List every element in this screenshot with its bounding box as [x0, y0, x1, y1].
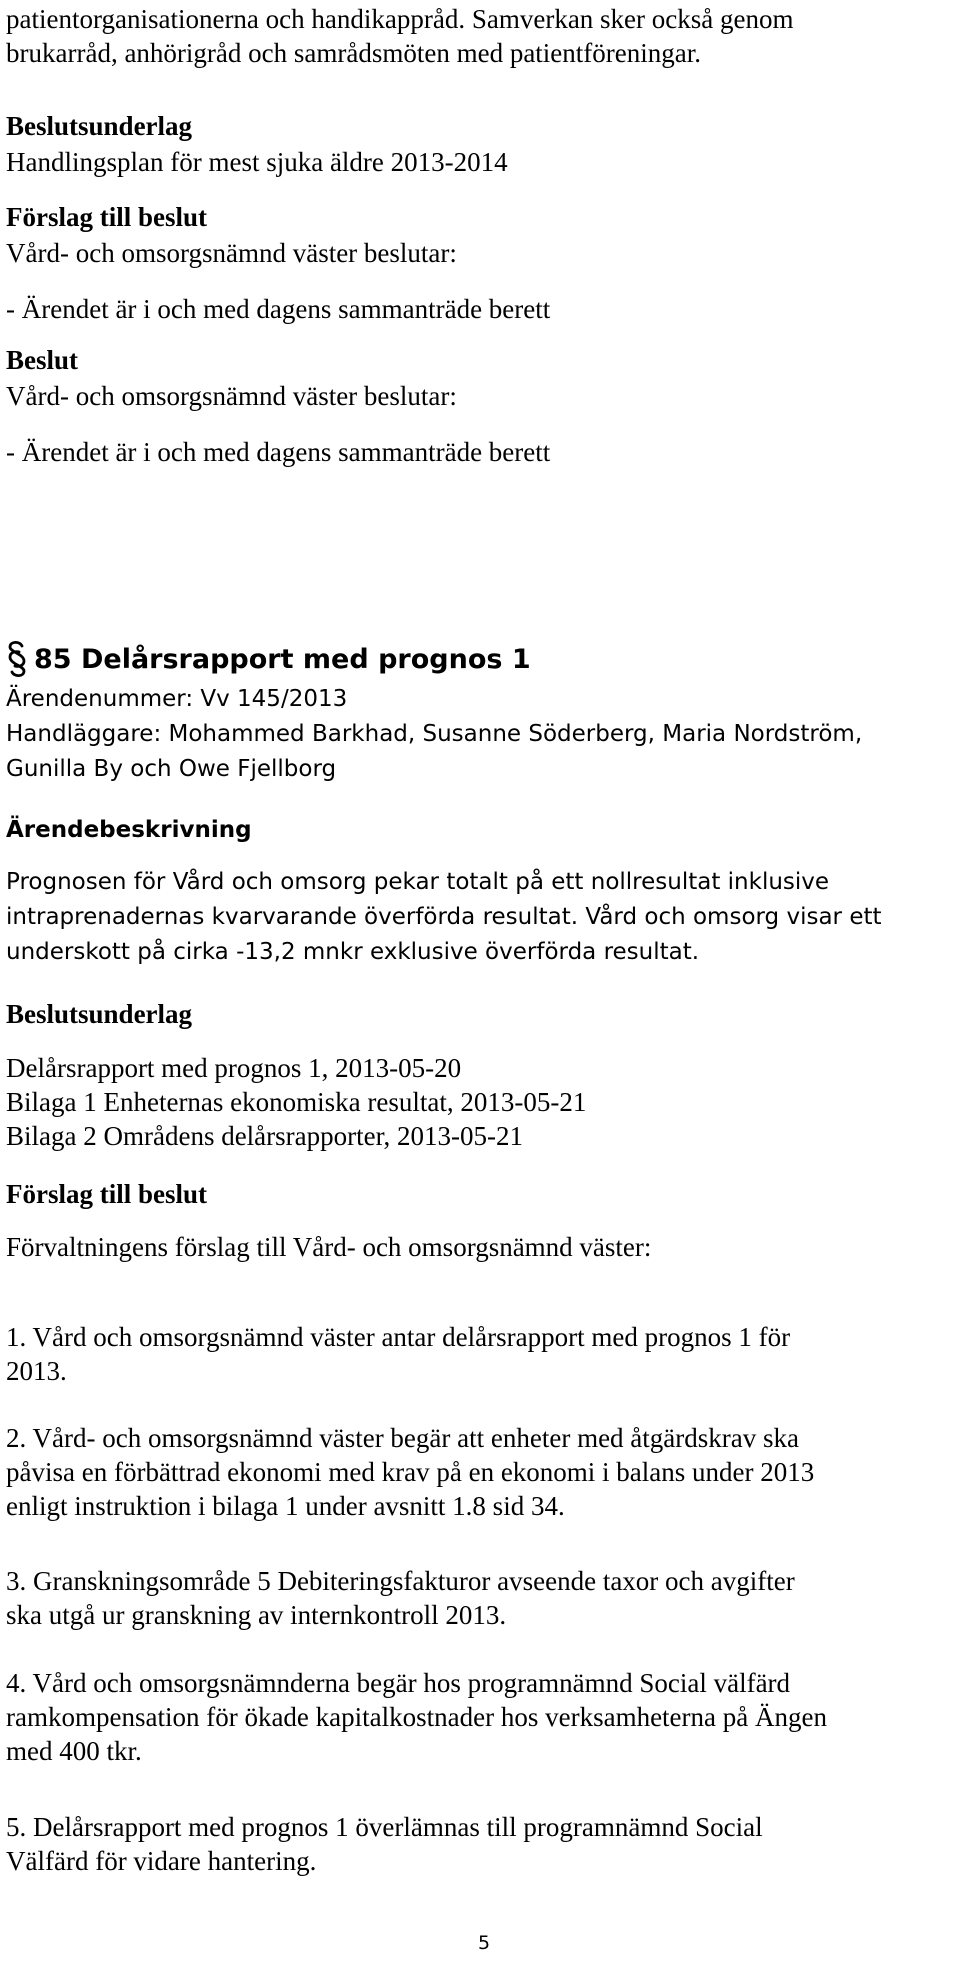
forslag-point: - Ärendet är i och med dagens sammanträde berett — [6, 294, 551, 324]
forslag-intro-85: Förvaltningens förslag till Vård- och omsorgsnämnd väster: — [6, 1232, 652, 1262]
paragraph-line: underskott på cirka -13,2 mnkr exklusive överförda resultat. — [6, 939, 700, 965]
point-line: med 400 tkr. — [6, 1736, 142, 1766]
handlaggare — [6, 717, 862, 787]
point-line: enligt instruktion i bilaga 1 under avsnitt 1.8 sid 34. — [6, 1491, 565, 1521]
point-line: 4. Vård och omsorgsnämnderna begär hos programnämnd Social välfärd — [6, 1668, 791, 1698]
list-item: Bilaga 1 Enheternas ekonomiska resultat, 2013-05-21 — [6, 1087, 587, 1117]
point-line: ramkompensation för ökade kapitalkostnader hos verksamheterna på Ängen — [6, 1702, 827, 1732]
handlaggare-line: Handläggare: Mohammed Barkhad, Susanne Söderberg, Maria Nordström, — [6, 721, 863, 747]
beslut-intro: Vård- och omsorgsnämnd väster beslutar: — [6, 381, 457, 411]
beslutsunderlag-text: Handlingsplan för mest sjuka äldre 2013-2014 — [6, 147, 508, 177]
arendenummer: Ärendenummer: Vv 145/2013 — [6, 686, 348, 712]
point-line: ska utgå ur granskning av internkontroll 2013. — [6, 1600, 507, 1630]
paragraph-line: Prognosen för Vård och omsorg pekar totalt på ett nollresultat inklusive — [6, 869, 830, 895]
intro-paragraph — [6, 2, 794, 70]
page-number: 5 — [478, 1932, 491, 1954]
forslag-heading-85: Förslag till beslut — [6, 1179, 207, 1209]
arendebeskrivning-heading: Ärendebeskrivning — [6, 817, 252, 843]
point-line: Välfärd för vidare hantering. — [6, 1846, 317, 1876]
paragraph-line: brukarråd, anhörigråd och samrådsmöten med patientföreningar. — [6, 38, 701, 68]
paragraph-line: intraprenadernas kvarvarande överförda resultat. Vård och omsorg visar ett — [6, 904, 882, 930]
point-line: 1. Vård och omsorgsnämnd väster antar delårsrapport med prognos 1 för — [6, 1322, 791, 1352]
beslut-heading: Beslut — [6, 345, 79, 375]
handlaggare-line: Gunilla By och Owe Fjellborg — [6, 756, 337, 782]
point-line: 5. Delårsrapport med prognos 1 överlämnas till programnämnd Social — [6, 1812, 763, 1842]
list-item: Bilaga 2 Områdens delårsrapporter, 2013-05-21 — [6, 1121, 524, 1151]
decision-point-4 — [6, 1666, 827, 1768]
list-item: Delårsrapport med prognos 1, 2013-05-20 — [6, 1053, 462, 1083]
point-line: 2013. — [6, 1356, 67, 1386]
arendebeskrivning-text — [6, 865, 882, 970]
item-heading — [6, 639, 531, 679]
point-line: 2. Vård- och omsorgsnämnd väster begär att enheter med åtgärdskrav ska — [6, 1423, 799, 1453]
beslutsunderlag-heading: Beslutsunderlag — [6, 111, 193, 141]
section-sign-icon — [6, 640, 28, 678]
forslag-heading: Förslag till beslut — [6, 202, 207, 232]
decision-point-3 — [6, 1564, 795, 1632]
beslut-point: - Ärendet är i och med dagens sammanträde berett — [6, 437, 551, 467]
paragraph-line: patientorganisationerna och handikappråd. Samverkan sker också genom — [6, 4, 794, 34]
item-title: 85 Delårsrapport med prognos 1 — [34, 643, 531, 675]
beslutsunderlag-list — [6, 1051, 586, 1153]
beslutsunderlag-heading-85: Beslutsunderlag — [6, 999, 193, 1029]
decision-point-2 — [6, 1421, 814, 1523]
point-line: 3. Granskningsområde 5 Debiteringsfakturor avseende taxor och avgifter — [6, 1566, 795, 1596]
forslag-intro: Vård- och omsorgsnämnd väster beslutar: — [6, 238, 457, 268]
decision-point-1 — [6, 1320, 790, 1388]
point-line: påvisa en förbättrad ekonomi med krav på en ekonomi i balans under 2013 — [6, 1457, 815, 1487]
decision-point-5 — [6, 1810, 763, 1878]
